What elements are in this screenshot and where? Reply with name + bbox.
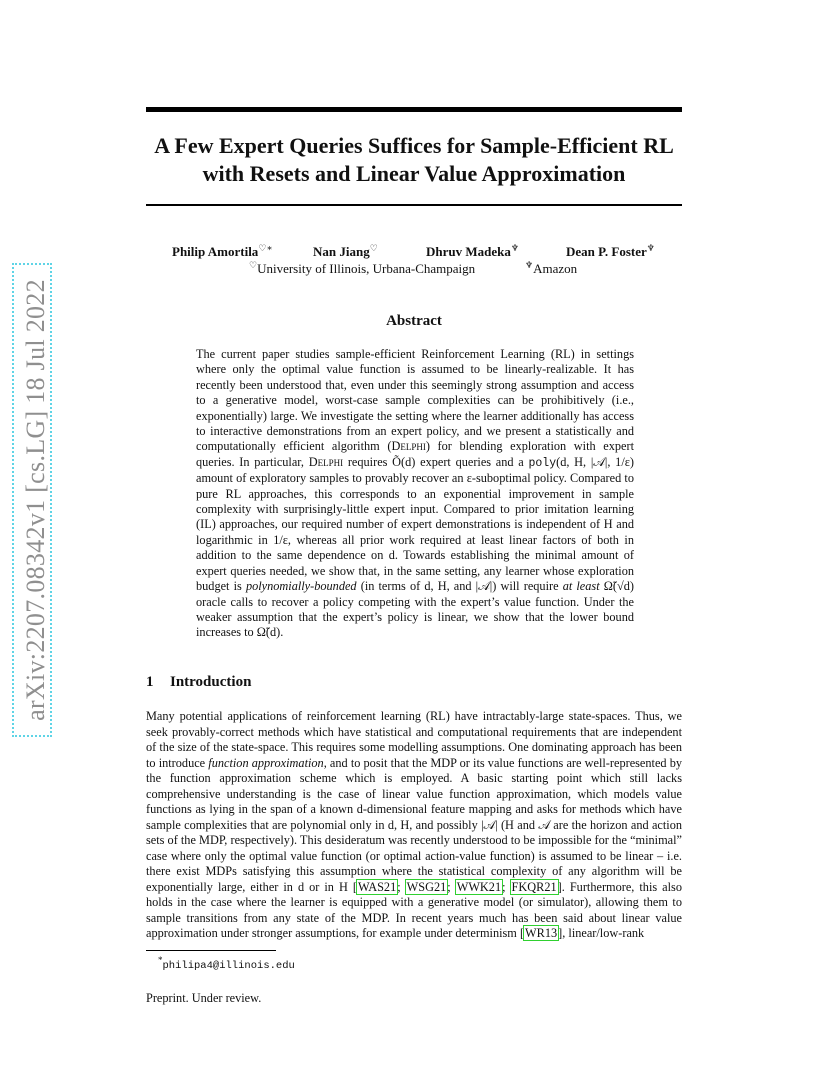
author-3: Dhruv Madeka♆ <box>426 243 519 259</box>
citation-link[interactable]: WWK21 <box>456 879 502 894</box>
page-footer: Preprint. Under review. <box>146 991 262 1005</box>
citation-link[interactable]: FKQR21 <box>511 879 557 894</box>
title-top-rule <box>146 107 682 112</box>
arxiv-stamp[interactable]: arXiv:2207.08342v1 [cs.LG] 18 Jul 2022 <box>21 279 50 721</box>
footnote-email[interactable]: philipa4@illinois.edu <box>162 960 295 972</box>
footnote: *philipa4@illinois.edu <box>158 955 295 972</box>
title-bottom-rule <box>146 204 682 206</box>
paper-title: A Few Expert Queries Suffices for Sample-Efficient RL with Resets and Linear Value Approximation <box>154 133 674 186</box>
section-heading: 1 Introduction <box>146 674 252 690</box>
affiliation-1: ♡University of Illinois, Urbana-Champaign <box>249 260 476 276</box>
affiliation-2: ♆Amazon <box>525 260 578 276</box>
abstract-heading: Abstract <box>386 313 442 329</box>
author-2: Nan Jiang♡ <box>313 243 378 259</box>
author-1: Philip Amortila♡∗ <box>172 243 273 259</box>
citation-link[interactable]: WAS21 <box>357 879 397 894</box>
abstract-body: The current paper studies sample-efficient Reinforcement Learning (RL) in settings where only the optimal value function is assumed to be linearly-realizable. It has recently been understood that, even under this seemingly strong assumption and access to a generative model, worst-case sample complexities can be prohibitively (i.e., exponentially) large. We investigate the setting where the learner additionally has access to interactive demonstrations from an expert policy, and we present a statistically and computationally efficient algorithm (Delphi) for blending exploration with expert queries. In particular, Delphi requires Õ(d) expert queries and a poly(d, H, |𝒜|, 1/ε) amount of exploratory samples to provably recover an ε-suboptimal policy. Compared to pure RL approaches, this corresponds to an exponential improvement in sample complexity with surprisingly-little expert input. Compared to prior imitation learning (IL) approaches, our required number of expert demonstrations is independent of H and logarithmic in 1/ε, whereas all prior work required at least linear factors of both in addition to the same dependence on d. Towards establishing the minimal amount of expert queries needed, we show that, in the same setting, any learner whose exploration budget is polynomially-bounded (in terms of d, H, and |𝒜|) will require at least Ω̃(√d) oracle calls to recover a policy competing with the expert’s value function. Under the weaker assumption that the expert’s policy is linear, we show that the lower bound increases to Ω̃(d). <box>196 347 635 640</box>
citation-link[interactable]: WSG21 <box>406 879 447 894</box>
introduction-body: Many potential applications of reinforcement learning (RL) have intractably-large state-spaces. Thus, we seek provably-correct methods which have statistical and computational requirements that are independent of the size of the state-space. This requires some modelling assumptions. One dominating approach has been to introduce function approximation, and to posit that the MDP or its value functions are well-represented by the function approximation scheme which is employed. A basic starting point which still lacks comprehensive understanding is the case of linear value function approximation, which models value functions as lying in the span of a known d-dimensional feature mapping and asks for methods which have sample complexities that are polynomial only in d, H, and possibly |𝒜| (H and 𝒜 are the horizon and action sets of the MDP, respectively). This desideratum was recently understood to be impossible for the “minimal” case where only the optimal value function (or optimal action-value function) is assumed to be linear – i.e. there exist MDPs satisfying this assumption where the statistical complexity of any algorithm will be exponentially large, either in d or in H [WAS21; WSG21; WWK21; FKQR21]. Furthermore, this also holds in the case where the learner is equipped with a generative model (or simulator), allowing them to sample transitions from any state of the MDP. In recent years much has been said about linear value approximation under stronger assumptions, for example under determinism [WR13], linear/low-rank <box>146 709 682 940</box>
author-4: Dean P. Foster♆ <box>566 243 655 259</box>
citation-link[interactable]: WR13 <box>525 926 558 940</box>
footnote-rule <box>146 950 276 951</box>
